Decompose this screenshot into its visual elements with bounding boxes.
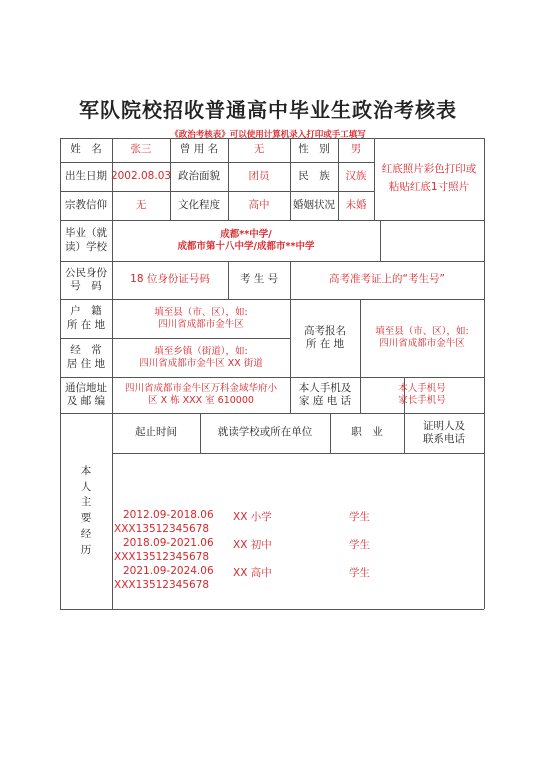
experience-header-period: 起止时间 bbox=[135, 426, 177, 439]
experience-header-witness: 证明人及联系电话 bbox=[423, 419, 465, 445]
phone-label: 本人手机及家 庭 电 话 bbox=[298, 381, 352, 407]
exam-place-label: 高考报名所 在 地 bbox=[304, 324, 346, 350]
ethnicity-label: 民 族 bbox=[298, 169, 330, 182]
exam-place-value bbox=[360, 299, 484, 377]
school-value bbox=[112, 220, 380, 261]
address-label: 通信地址及 邮 编 bbox=[65, 381, 107, 407]
residence-line-2: 四川省成都市金牛区 XX 街道 bbox=[139, 357, 263, 369]
political-review-form bbox=[60, 138, 484, 610]
residence-value bbox=[112, 338, 290, 377]
experience-row-2-job: 学生 bbox=[349, 539, 370, 551]
exam-place-line-2: 四川省成都市金牛区 bbox=[379, 338, 465, 349]
education-label: 文化程度 bbox=[178, 198, 220, 211]
experience-row-2-school: XX 初中 bbox=[233, 539, 272, 551]
phone-line-1: 本人手机号 bbox=[398, 383, 446, 395]
marital-label: 婚姻状况 bbox=[293, 198, 335, 211]
residence-label: 经 常居 住 地 bbox=[66, 344, 106, 370]
form-subtitle: 《政治考核表》可以使用计算机录入打印或手工填写 bbox=[170, 130, 366, 140]
experience-row-3-period: 2021.09-2024.06 bbox=[123, 565, 214, 577]
experience-row-3-witness: XXX13512345678 bbox=[114, 579, 210, 591]
political-label: 政治面貌 bbox=[178, 169, 220, 182]
education-value: 高中 bbox=[248, 198, 270, 211]
marital-value: 未婚 bbox=[345, 198, 367, 211]
experience-header-job: 职 业 bbox=[351, 426, 383, 439]
former-name-value: 无 bbox=[253, 143, 265, 156]
gender-value: 男 bbox=[350, 143, 362, 156]
experience-row-1-period: 2012.09-2018.06 bbox=[123, 509, 214, 521]
religion-label: 宗教信仰 bbox=[65, 198, 107, 211]
id-value: 18 位身份证号码 bbox=[130, 273, 210, 286]
former-name-label: 曾 用 名 bbox=[179, 143, 219, 156]
hukou-line-1: 填至县（市、区），如: bbox=[154, 306, 248, 318]
experience-header-school: 就读学校或所在单位 bbox=[217, 426, 313, 439]
hukou-label: 户 籍所 在 地 bbox=[66, 305, 106, 331]
address-line-1: 四川省成都市金牛区万科金域华府小 bbox=[124, 383, 277, 395]
phone-value bbox=[360, 377, 484, 413]
experience-row-1-job: 学生 bbox=[349, 511, 370, 523]
id-label: 公民身份号 码 bbox=[65, 266, 107, 292]
exam-number-value: 高考准考证上的“考生号” bbox=[329, 273, 445, 286]
address-value bbox=[112, 377, 290, 413]
experience-row-2-period: 2018.09-2021.06 bbox=[123, 537, 214, 549]
experience-label: 本人主要经历 bbox=[80, 464, 92, 556]
experience-row-1-school: XX 小学 bbox=[233, 511, 272, 523]
address-line-2: 区 X 栋 XXX 室 610000 bbox=[148, 395, 254, 406]
name-label: 姓 名 bbox=[70, 143, 102, 156]
dob-label: 出生日期 bbox=[65, 169, 107, 182]
residence-line-1: 填至乡镇（街道），如: bbox=[154, 345, 248, 357]
political-value: 团员 bbox=[248, 169, 270, 182]
exam-place-line-1: 填至县（市、区），如: bbox=[375, 326, 469, 338]
ethnicity-value: 汉族 bbox=[345, 169, 367, 182]
dob-value: 2002.08.03 bbox=[110, 169, 172, 182]
form-title: 军队院校招收普通高中毕业生政治考核表 bbox=[79, 98, 457, 122]
experience-row-3-job: 学生 bbox=[349, 567, 370, 579]
exam-number-label: 考 生 号 bbox=[239, 273, 279, 286]
school-line-2: 成都市第十八中学/成都市**中学 bbox=[177, 240, 315, 252]
photo-placeholder[interactable]: 红底照片彩色打印或粘贴红底1寸照片 bbox=[381, 163, 477, 193]
experience-row-2-witness: XXX13512345678 bbox=[114, 551, 210, 563]
experience-row-1-witness: XXX13512345678 bbox=[114, 523, 210, 535]
religion-value: 无 bbox=[135, 198, 147, 211]
experience-row-3-school: XX 高中 bbox=[233, 567, 272, 579]
hukou-line-2: 四川省成都市金牛区 bbox=[158, 318, 244, 330]
school-label: 毕业（就读）学校 bbox=[65, 227, 107, 253]
gender-label: 性 别 bbox=[298, 143, 330, 156]
hukou-value bbox=[112, 299, 290, 338]
phone-line-2: 家长手机号 bbox=[398, 395, 446, 406]
school-line-1: 成都**中学/ bbox=[220, 228, 272, 240]
name-value: 张三 bbox=[130, 143, 152, 156]
